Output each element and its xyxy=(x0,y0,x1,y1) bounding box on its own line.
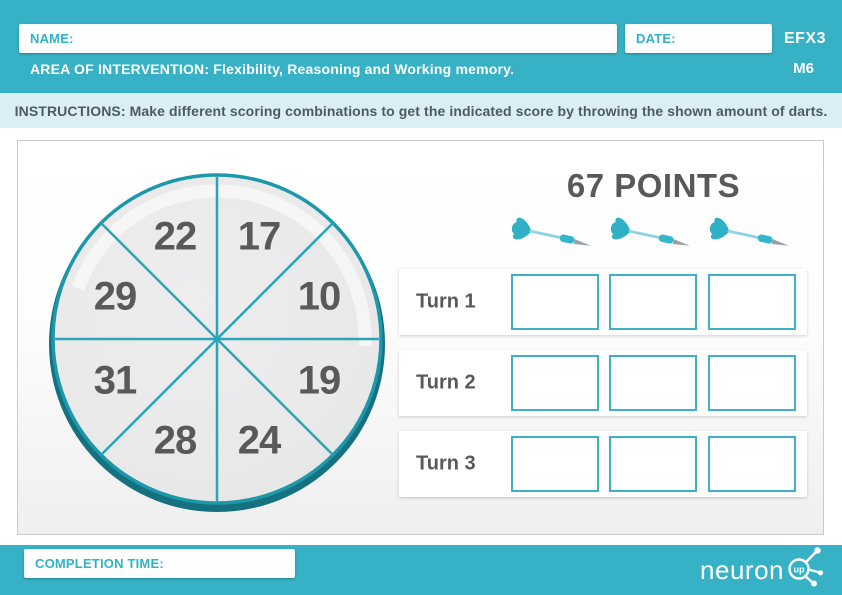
brand-logo xyxy=(700,545,828,595)
worksheet-code: EFX3 xyxy=(783,29,826,47)
name-field[interactable] xyxy=(19,24,617,53)
area-of-intervention: AREA OF INTERVENTION: Flexibility, Reasoning and Working memory. xyxy=(30,61,515,77)
dartboard-wheel xyxy=(45,169,389,513)
brand-text: neuron xyxy=(700,555,784,585)
wheel-segment-19: 19 xyxy=(297,358,341,403)
turn-row xyxy=(399,269,807,335)
dart-icon xyxy=(706,215,796,257)
completion-time-label: COMPLETION TIME: xyxy=(35,556,164,571)
brand-badge-text: up xyxy=(793,564,805,575)
wheel-segment-10: 10 xyxy=(297,274,341,319)
score-box[interactable] xyxy=(708,274,796,330)
score-box[interactable] xyxy=(511,436,599,492)
score-box[interactable] xyxy=(609,274,697,330)
wheel-segment-22: 22 xyxy=(153,214,197,259)
score-box[interactable] xyxy=(511,274,599,330)
worksheet-body xyxy=(0,128,842,545)
turn-row xyxy=(399,350,807,416)
name-label: NAME: xyxy=(30,31,74,46)
neuron-icon xyxy=(782,544,828,588)
score-box[interactable] xyxy=(609,436,697,492)
turn-label: Turn 1 xyxy=(416,290,476,313)
wheel-segment-31: 31 xyxy=(93,358,137,403)
wheel-segment-24: 24 xyxy=(237,418,281,463)
score-box[interactable] xyxy=(511,355,599,411)
completion-time-field[interactable] xyxy=(24,549,295,578)
wheel-segment-17: 17 xyxy=(237,214,281,259)
wheel-segment-29: 29 xyxy=(93,274,137,319)
dart-icon xyxy=(607,215,697,257)
wheel-graphic xyxy=(45,169,389,513)
instructions-text: INSTRUCTIONS: Make different scoring combinations to get the indicated score by throwing the shown amount of darts. xyxy=(14,102,828,119)
score-box[interactable] xyxy=(708,436,796,492)
turn-row xyxy=(399,431,807,497)
date-field[interactable] xyxy=(625,24,772,53)
wheel-segment-28: 28 xyxy=(153,418,197,463)
turn-label: Turn 2 xyxy=(416,371,476,394)
date-label: DATE: xyxy=(636,31,676,46)
dart-icon xyxy=(508,215,598,257)
score-box[interactable] xyxy=(708,355,796,411)
score-box[interactable] xyxy=(609,355,697,411)
header-bar xyxy=(0,0,842,93)
turn-label: Turn 3 xyxy=(416,452,476,475)
points-title: 67 POINTS xyxy=(566,167,741,204)
module-code: M6 xyxy=(793,60,814,77)
instructions-bar xyxy=(0,93,842,128)
content-panel xyxy=(17,140,824,535)
footer-bar xyxy=(0,545,842,595)
